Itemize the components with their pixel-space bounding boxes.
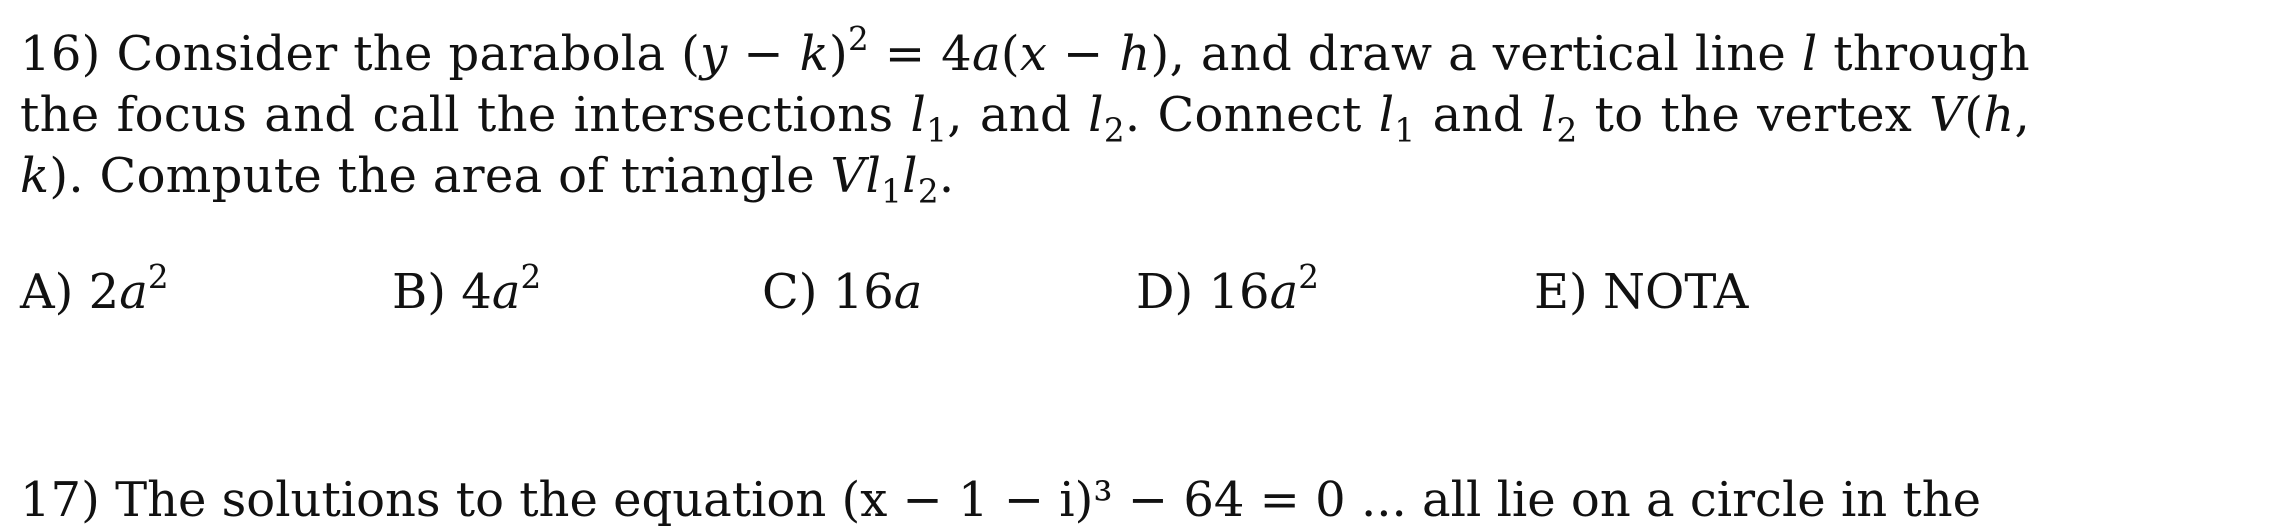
vertex-h: h bbox=[1983, 87, 2015, 143]
eq-y: y bbox=[700, 26, 728, 82]
question-text-end: . bbox=[938, 148, 955, 204]
question-text-8: . Compute the area of triangle bbox=[68, 148, 815, 204]
eq-open-paren-2: ( bbox=[1000, 26, 1020, 82]
question-text-6: and bbox=[1432, 87, 1524, 143]
question-text-4: , and bbox=[947, 87, 1072, 143]
vertex-open: ( bbox=[1964, 87, 1984, 143]
choice-var: a bbox=[119, 264, 148, 320]
connect-l2 bbox=[1540, 87, 1578, 150]
choice-b[interactable] bbox=[392, 257, 542, 322]
question-text-1: Consider the parabola bbox=[116, 26, 666, 82]
c-l1-var: l bbox=[1378, 87, 1395, 143]
intersection-l1 bbox=[910, 87, 948, 150]
question-16 bbox=[20, 19, 2031, 211]
choice-a[interactable] bbox=[20, 257, 169, 322]
question-text-5: . Connect bbox=[1124, 87, 1362, 143]
vertex-close: ) bbox=[49, 148, 69, 204]
choice-d[interactable] bbox=[1136, 257, 1319, 322]
question-number: 16) bbox=[20, 26, 101, 82]
question-text-2: , and draw a vertical line bbox=[1169, 26, 1787, 82]
parabola-equation bbox=[681, 19, 1170, 82]
tri-l2-sub: 2 bbox=[917, 172, 939, 211]
choice-label: C) bbox=[762, 264, 818, 320]
eq-k: k bbox=[799, 26, 830, 82]
eq-open-paren: ( bbox=[681, 26, 701, 82]
tri-v: V bbox=[830, 148, 866, 204]
eq-x: x bbox=[1019, 26, 1048, 82]
c-l1-sub: 1 bbox=[1394, 111, 1416, 150]
choice-exp: 2 bbox=[520, 257, 542, 296]
choice-var: a bbox=[1269, 264, 1299, 320]
vertex-v: V bbox=[1929, 87, 1965, 143]
choice-coef: 2 bbox=[88, 264, 120, 320]
choice-c[interactable] bbox=[762, 262, 922, 322]
choice-exp: 2 bbox=[147, 257, 169, 296]
choice-coef: 16 bbox=[832, 264, 894, 320]
l2-sub: 2 bbox=[1103, 111, 1125, 150]
l1-sub: 1 bbox=[926, 111, 948, 150]
answer-choices bbox=[20, 257, 2120, 332]
tri-l1: l bbox=[865, 148, 882, 204]
eq-minus: − bbox=[727, 26, 800, 82]
choice-e[interactable] bbox=[1534, 262, 1748, 322]
choice-label: B) bbox=[392, 264, 446, 320]
eq-h: h bbox=[1119, 26, 1151, 82]
choice-text: NOTA bbox=[1603, 264, 1749, 320]
triangle-expression bbox=[830, 148, 939, 211]
l2-var: l bbox=[1088, 87, 1104, 143]
choice-coef: 16 bbox=[1208, 264, 1270, 320]
tri-l2: l bbox=[902, 148, 918, 204]
choice-label: E) bbox=[1534, 264, 1588, 320]
c-l2-var: l bbox=[1540, 87, 1557, 143]
line-variable: l bbox=[1801, 26, 1818, 82]
vertex-k: k bbox=[20, 148, 50, 204]
eq-a: a bbox=[971, 26, 1001, 82]
c-l2-sub: 2 bbox=[1556, 111, 1578, 150]
intersection-l2 bbox=[1088, 87, 1125, 150]
tri-l1-sub: 1 bbox=[881, 172, 903, 211]
eq-close-paren: ) bbox=[829, 26, 849, 82]
eq-equals: = 4 bbox=[869, 26, 972, 82]
eq-minus-2: − bbox=[1047, 26, 1120, 82]
question-17-text: 17) The solutions to the equation (x − 1 − i)³ − 64 = 0 ... all lie on a circle in the bbox=[20, 472, 1982, 528]
choice-label: D) bbox=[1136, 264, 1194, 320]
question-text-7: to the vertex bbox=[1594, 87, 1913, 143]
eq-close-paren-2: ) bbox=[1150, 26, 1170, 82]
choice-exp: 2 bbox=[1298, 257, 1319, 296]
question-text-3: through the focus and call the intersections bbox=[20, 26, 2030, 143]
choice-var: a bbox=[893, 264, 923, 320]
eq-exponent: 2 bbox=[848, 19, 870, 58]
vertex-comma: , bbox=[2014, 87, 2031, 143]
question-16-text bbox=[20, 19, 2031, 211]
choice-coef: 4 bbox=[461, 264, 492, 320]
connect-l1 bbox=[1378, 87, 1416, 150]
l1-var: l bbox=[910, 87, 927, 143]
choice-var: a bbox=[491, 264, 521, 320]
choice-label: A) bbox=[20, 264, 74, 320]
